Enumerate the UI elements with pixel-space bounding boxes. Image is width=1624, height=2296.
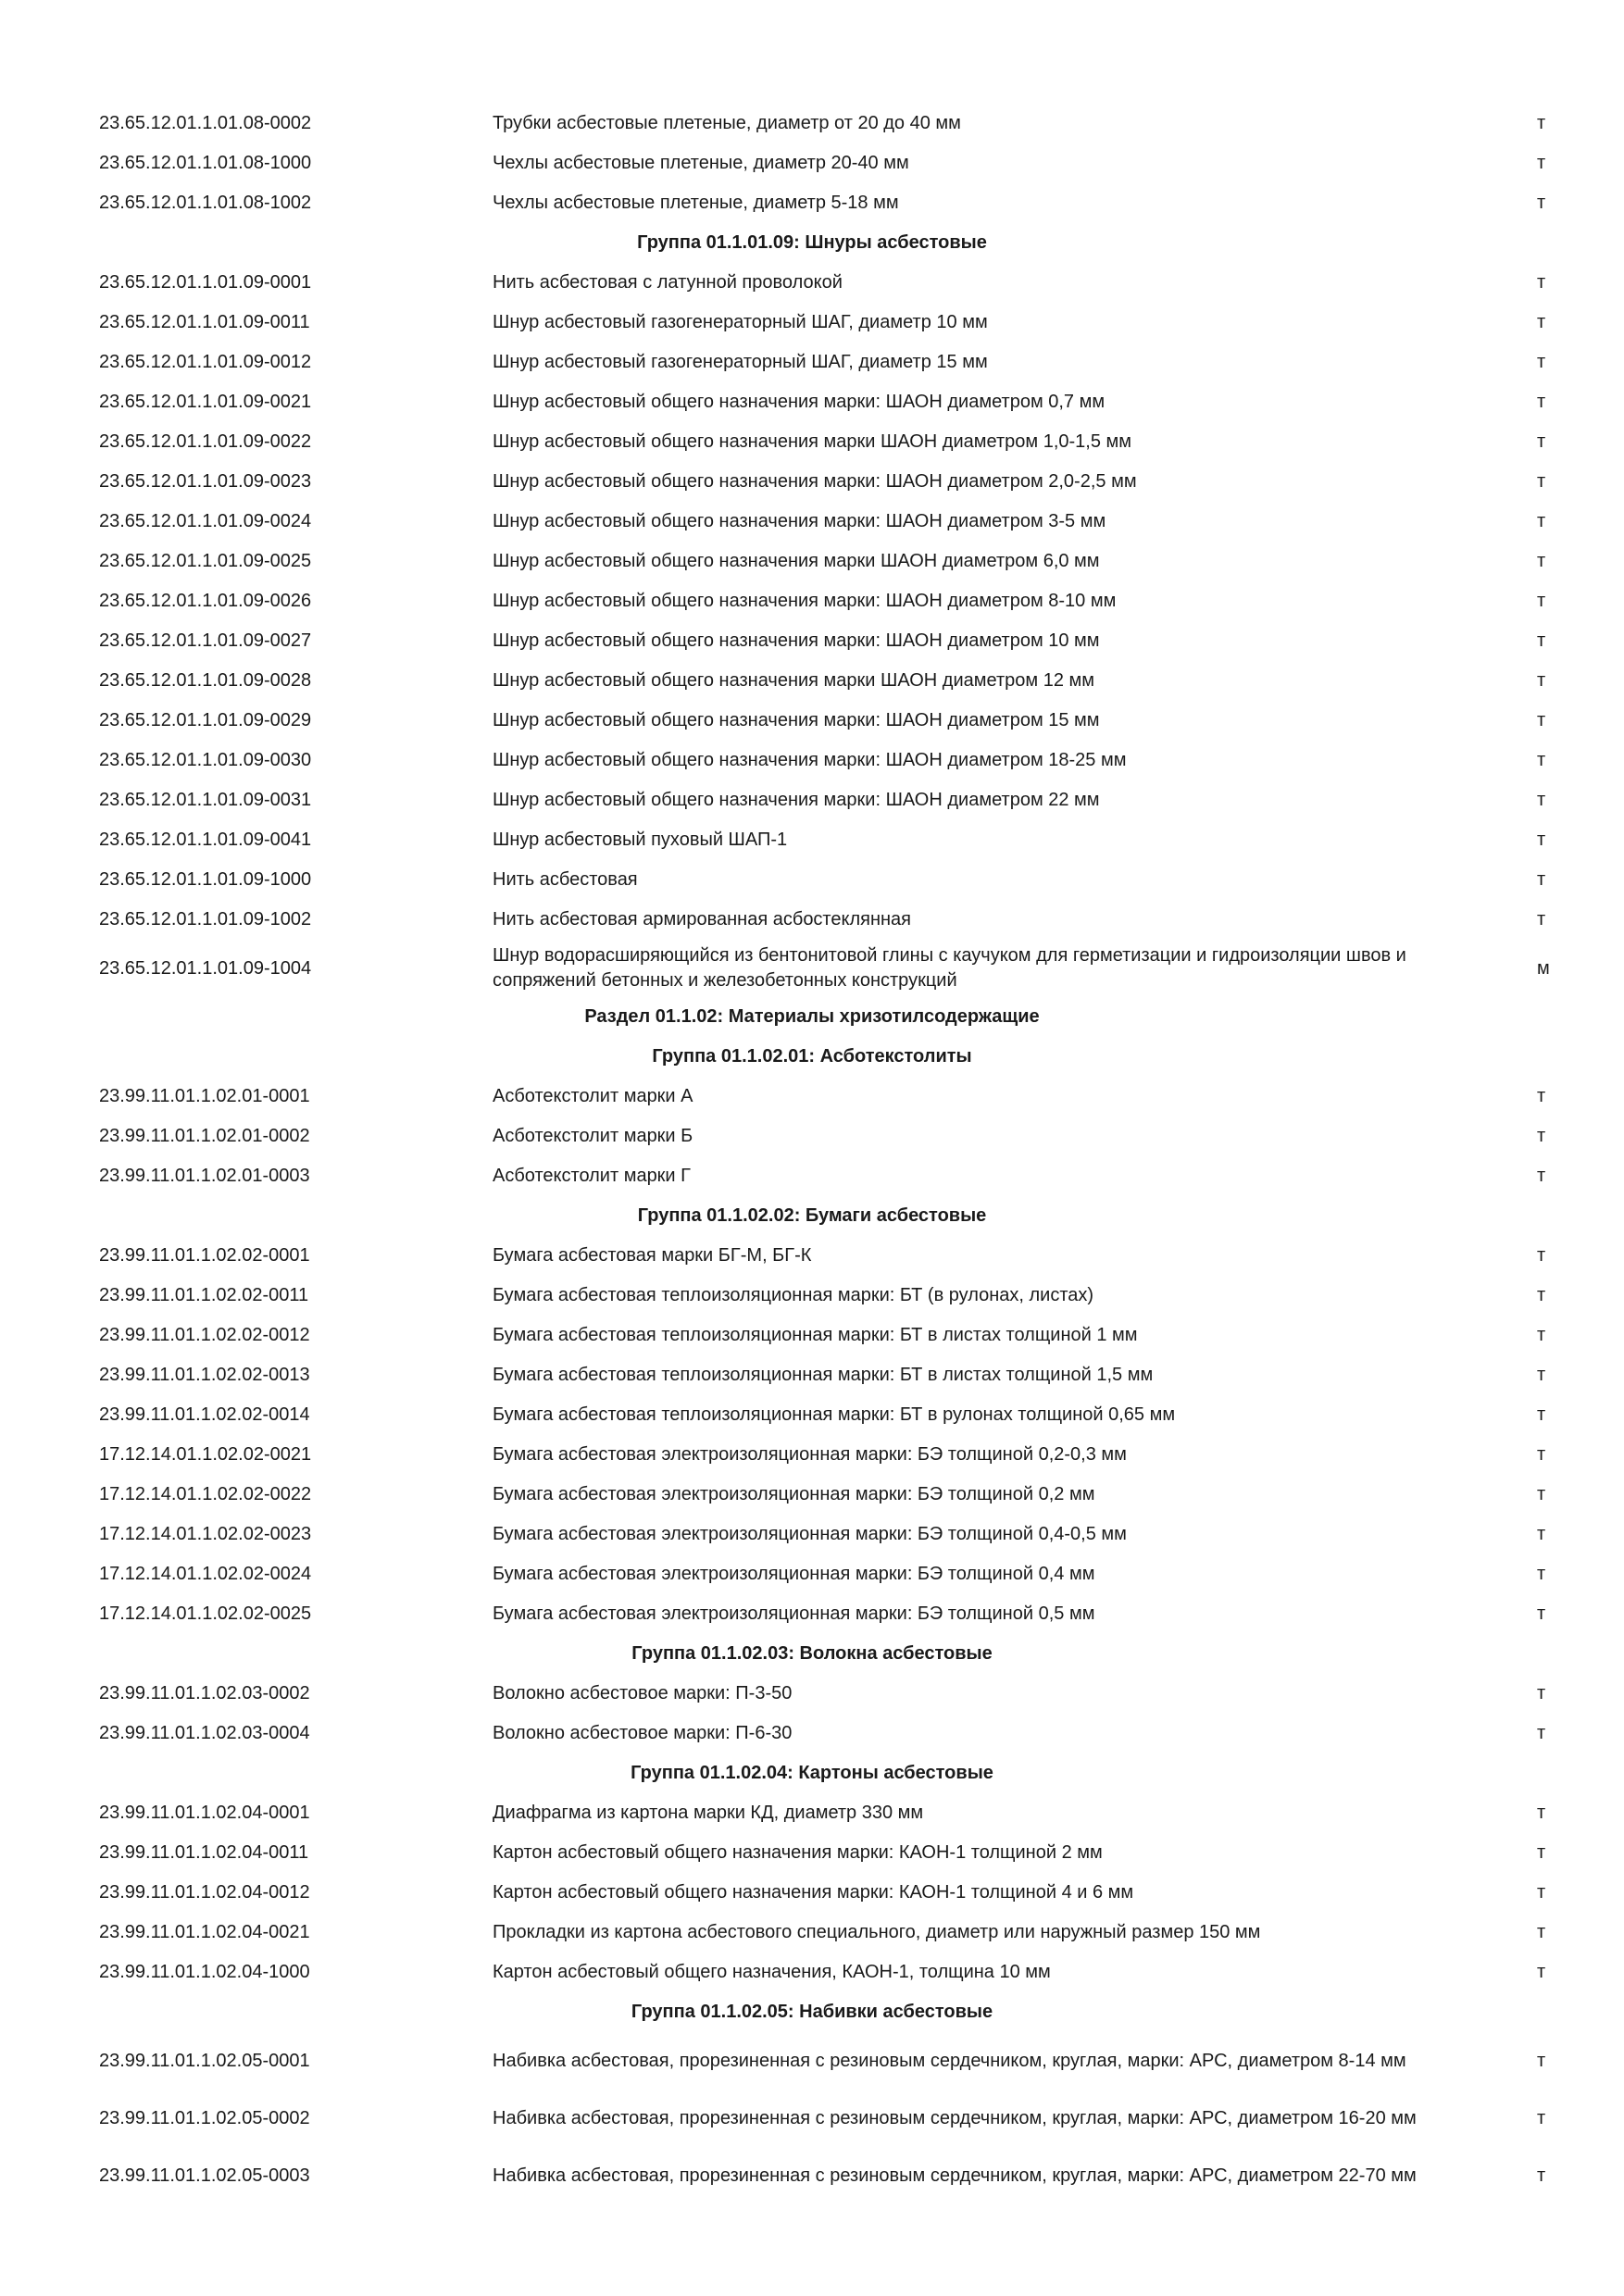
unit-of-measure: т xyxy=(1537,1444,1546,1465)
material-name: Шнур асбестовый газогенераторный ШАГ, диаметр 10 мм xyxy=(493,312,988,332)
material-name: Нить асбестовая с латунной проволокой xyxy=(493,272,843,293)
unit-of-measure: т xyxy=(1537,1723,1546,1743)
material-code: 23.65.12.01.1.01.09-0024 xyxy=(99,511,312,531)
material-name: Чехлы асбестовые плетеные, диаметр 20-40 мм xyxy=(493,153,909,173)
material-name: Бумага асбестовая электроизоляционная марки: БЭ толщиной 0,4-0,5 мм xyxy=(493,1524,1127,1544)
unit-of-measure: т xyxy=(1537,1325,1546,1345)
table-row xyxy=(0,1554,1624,1594)
table-row xyxy=(0,621,1624,661)
material-code: 23.99.11.01.1.02.01-0003 xyxy=(99,1166,310,1186)
table-row xyxy=(0,343,1624,382)
table-row xyxy=(0,542,1624,581)
group-header: Группа 01.1.01.09: Шнуры асбестовые xyxy=(637,232,987,253)
material-code: 23.65.12.01.1.01.09-0012 xyxy=(99,352,312,372)
unit-of-measure: т xyxy=(1537,1285,1546,1305)
table-row xyxy=(0,820,1624,860)
material-code: 23.65.12.01.1.01.09-0011 xyxy=(99,312,310,332)
price-list-table xyxy=(0,104,1624,2204)
material-code: 23.65.12.01.1.01.09-0021 xyxy=(99,392,312,412)
material-code: 23.99.11.01.1.02.04-0001 xyxy=(99,1803,310,1823)
unit-of-measure: т xyxy=(1537,830,1546,850)
material-name: Бумага асбестовая электроизоляционная марки: БЭ толщиной 0,2 мм xyxy=(493,1484,1095,1504)
table-row xyxy=(0,900,1624,940)
material-code: 23.99.11.01.1.02.03-0004 xyxy=(99,1723,310,1743)
table-row xyxy=(0,1236,1624,1276)
material-code: 23.99.11.01.1.02.02-0001 xyxy=(99,1245,310,1266)
unit-of-measure: т xyxy=(1537,153,1546,173)
material-name: Шнур водорасширяющийся из бентонитовой глины с каучуком для герметизации и гидроизоляции швов и сопряжений бетонных и железобетонных конструкций xyxy=(493,945,1406,991)
material-code: 23.65.12.01.1.01.09-0023 xyxy=(99,471,312,492)
material-name: Картон асбестовый общего назначения марки: КАОН-1 толщиной 4 и 6 мм xyxy=(493,1882,1134,1903)
unit-of-measure: т xyxy=(1537,1922,1546,1942)
material-name: Бумага асбестовая теплоизоляционная марки: БТ в листах толщиной 1,5 мм xyxy=(493,1365,1154,1385)
table-row xyxy=(0,2090,1624,2147)
table-row xyxy=(0,2032,1624,2090)
table-row xyxy=(0,104,1624,144)
material-name: Шнур асбестовый общего назначения марки: ШАОН диаметром 18-25 мм xyxy=(493,750,1127,770)
material-code: 23.99.11.01.1.02.02-0013 xyxy=(99,1365,310,1385)
group-header: Группа 01.1.02.01: Асботекстолиты xyxy=(652,1046,972,1067)
material-code: 17.12.14.01.1.02.02-0021 xyxy=(99,1444,312,1465)
material-name: Волокно асбестовое марки: П-3-50 xyxy=(493,1683,793,1703)
material-name: Шнур асбестовый общего назначения марки ШАОН диаметром 1,0-1,5 мм xyxy=(493,431,1132,452)
table-row xyxy=(0,1395,1624,1435)
material-code: 23.65.12.01.1.01.09-0031 xyxy=(99,790,312,810)
material-code: 23.65.12.01.1.01.09-0026 xyxy=(99,591,312,611)
table-row xyxy=(0,502,1624,542)
unit-of-measure: т xyxy=(1537,1803,1546,1823)
table-row xyxy=(0,1873,1624,1913)
material-name: Шнур асбестовый общего назначения марки: ШАОН диаметром 10 мм xyxy=(493,630,1100,651)
unit-of-measure: т xyxy=(1537,1126,1546,1146)
material-code: 23.99.11.01.1.02.04-0011 xyxy=(99,1842,309,1863)
material-code: 23.99.11.01.1.02.04-0012 xyxy=(99,1882,310,1903)
material-name: Асботекстолит марки А xyxy=(493,1086,693,1106)
table-row xyxy=(0,1276,1624,1316)
material-code: 17.12.14.01.1.02.02-0024 xyxy=(99,1564,312,1584)
table-row xyxy=(0,701,1624,741)
material-code: 23.65.12.01.1.01.09-0027 xyxy=(99,630,312,651)
material-code: 17.12.14.01.1.02.02-0022 xyxy=(99,1484,312,1504)
table-row xyxy=(0,741,1624,780)
material-name: Набивка асбестовая, прорезиненная с резиновым сердечником, круглая, марки: АРС, диаметром 16-20 мм xyxy=(493,2107,1417,2128)
table-row xyxy=(0,1077,1624,1117)
material-name: Шнур асбестовый газогенераторный ШАГ, диаметр 15 мм xyxy=(493,352,988,372)
unit-of-measure: т xyxy=(1537,1962,1546,1982)
group-header: Группа 01.1.02.05: Набивки асбестовые xyxy=(631,2002,993,2022)
group-header: Раздел 01.1.02: Материалы хризотилсодержащие xyxy=(584,1006,1040,1027)
table-row xyxy=(0,860,1624,900)
material-name: Шнур асбестовый общего назначения марки: ШАОН диаметром 2,0-2,5 мм xyxy=(493,471,1137,492)
table-row xyxy=(0,183,1624,223)
material-name: Бумага асбестовая теплоизоляционная марки: БТ в листах толщиной 1 мм xyxy=(493,1325,1138,1345)
material-code: 23.99.11.01.1.02.02-0011 xyxy=(99,1285,309,1305)
material-code: 17.12.14.01.1.02.02-0023 xyxy=(99,1524,312,1544)
material-code: 23.65.12.01.1.01.08-1000 xyxy=(99,153,312,173)
table-row xyxy=(0,1913,1624,1953)
material-code: 23.65.12.01.1.01.08-1002 xyxy=(99,193,312,213)
material-name: Шнур асбестовый общего назначения марки ШАОН диаметром 6,0 мм xyxy=(493,551,1100,571)
material-name: Бумага асбестовая электроизоляционная марки: БЭ толщиной 0,4 мм xyxy=(493,1564,1095,1584)
unit-of-measure: т xyxy=(1537,909,1546,930)
table-row xyxy=(0,1515,1624,1554)
table-row xyxy=(0,144,1624,183)
unit-of-measure: т xyxy=(1537,352,1546,372)
unit-of-measure: т xyxy=(1537,591,1546,611)
group-header: Группа 01.1.02.02: Бумаги асбестовые xyxy=(637,1205,987,1226)
material-code: 23.99.11.01.1.02.05-0001 xyxy=(99,2050,310,2071)
unit-of-measure: т xyxy=(1537,1245,1546,1266)
group-header: Группа 01.1.02.03: Волокна асбестовые xyxy=(631,1643,993,1664)
material-code: 23.99.11.01.1.02.03-0002 xyxy=(99,1683,310,1703)
table-row xyxy=(0,1316,1624,1355)
table-row xyxy=(0,382,1624,422)
material-name: Диафрагма из картона марки КД, диаметр 330 мм xyxy=(493,1803,924,1823)
unit-of-measure: т xyxy=(1537,312,1546,332)
material-name: Шнур асбестовый общего назначения марки: ШАОН диаметром 0,7 мм xyxy=(493,392,1106,412)
table-row xyxy=(0,1156,1624,1196)
material-name: Чехлы асбестовые плетеные, диаметр 5-18 мм xyxy=(493,193,899,213)
unit-of-measure: т xyxy=(1537,1842,1546,1863)
table-row xyxy=(0,1594,1624,1634)
unit-of-measure: т xyxy=(1537,2050,1546,2071)
unit-of-measure: т xyxy=(1537,1882,1546,1903)
material-code: 23.65.12.01.1.01.09-0001 xyxy=(99,272,312,293)
material-name: Трубки асбестовые плетеные, диаметр от 20 до 40 мм xyxy=(493,113,961,133)
unit-of-measure: т xyxy=(1537,1166,1546,1186)
unit-of-measure: т xyxy=(1537,113,1546,133)
material-code: 23.99.11.01.1.02.01-0001 xyxy=(99,1086,310,1106)
material-code: 23.65.12.01.1.01.09-0030 xyxy=(99,750,312,770)
material-name: Набивка асбестовая, прорезиненная с резиновым сердечником, круглая, марки: АРС, диаметром 8-14 мм xyxy=(493,2050,1406,2071)
table-row xyxy=(0,1117,1624,1156)
material-code: 23.65.12.01.1.01.08-0002 xyxy=(99,113,312,133)
material-name: Нить асбестовая xyxy=(493,869,638,890)
unit-of-measure: т xyxy=(1537,1404,1546,1425)
material-code: 17.12.14.01.1.02.02-0025 xyxy=(99,1603,312,1624)
unit-of-measure: т xyxy=(1537,1524,1546,1544)
material-name: Бумага асбестовая марки БГ-М, БГ-К xyxy=(493,1245,812,1266)
material-code: 23.99.11.01.1.02.05-0002 xyxy=(99,2107,310,2128)
material-code: 23.99.11.01.1.02.05-0003 xyxy=(99,2165,310,2186)
material-code: 23.65.12.01.1.01.09-1002 xyxy=(99,909,312,930)
material-name: Бумага асбестовая теплоизоляционная марки: БТ (в рулонах, листах) xyxy=(493,1285,1094,1305)
material-name: Картон асбестовый общего назначения марки: КАОН-1 толщиной 2 мм xyxy=(493,1842,1103,1863)
table-row xyxy=(0,581,1624,621)
unit-of-measure: т xyxy=(1537,1484,1546,1504)
unit-of-measure: т xyxy=(1537,471,1546,492)
table-row xyxy=(0,940,1624,997)
material-code: 23.99.11.01.1.02.01-0002 xyxy=(99,1126,310,1146)
material-name: Асботекстолит марки Г xyxy=(493,1166,691,1186)
unit-of-measure: т xyxy=(1537,1086,1546,1106)
unit-of-measure: т xyxy=(1537,710,1546,730)
unit-of-measure: т xyxy=(1537,630,1546,651)
table-row xyxy=(0,780,1624,820)
unit-of-measure: т xyxy=(1537,1564,1546,1584)
unit-of-measure: т xyxy=(1537,1365,1546,1385)
material-name: Асботекстолит марки Б xyxy=(493,1126,693,1146)
table-row xyxy=(0,1355,1624,1395)
unit-of-measure: т xyxy=(1537,511,1546,531)
table-row xyxy=(0,303,1624,343)
material-name: Нить асбестовая армированная асбостеклянная xyxy=(493,909,912,930)
material-code: 23.65.12.01.1.01.09-0041 xyxy=(99,830,312,850)
table-row xyxy=(0,263,1624,303)
material-code: 23.65.12.01.1.01.09-1004 xyxy=(99,957,312,979)
unit-of-measure: т xyxy=(1537,1603,1546,1624)
table-row xyxy=(0,1475,1624,1515)
unit-of-measure: т xyxy=(1537,2165,1546,2186)
unit-of-measure: т xyxy=(1537,392,1546,412)
material-name: Картон асбестовый общего назначения, КАОН-1, толщина 10 мм xyxy=(493,1962,1051,1982)
material-name: Шнур асбестовый общего назначения марки: ШАОН диаметром 8-10 мм xyxy=(493,591,1117,611)
material-code: 23.99.11.01.1.02.02-0014 xyxy=(99,1404,310,1425)
table-row xyxy=(0,2147,1624,2204)
material-name: Шнур асбестовый общего назначения марки: ШАОН диаметром 3-5 мм xyxy=(493,511,1106,531)
material-name: Шнур асбестовый общего назначения марки ШАОН диаметром 12 мм xyxy=(493,670,1094,691)
unit-of-measure: т xyxy=(1537,551,1546,571)
material-code: 23.99.11.01.1.02.04-0021 xyxy=(99,1922,310,1942)
table-row xyxy=(0,1714,1624,1753)
unit-of-measure: т xyxy=(1537,272,1546,293)
unit-of-measure: т xyxy=(1537,431,1546,452)
table-row xyxy=(0,1953,1624,1992)
material-name: Шнур асбестовый пуховый ШАП-1 xyxy=(493,830,788,850)
table-row xyxy=(0,1674,1624,1714)
table-row xyxy=(0,661,1624,701)
material-code: 23.65.12.01.1.01.09-0025 xyxy=(99,551,312,571)
table-row xyxy=(0,1833,1624,1873)
unit-of-measure: т xyxy=(1537,1683,1546,1703)
unit-of-measure: м xyxy=(1537,957,1550,979)
material-name: Прокладки из картона асбестового специального, диаметр или наружный размер 150 мм xyxy=(493,1922,1261,1942)
unit-of-measure: т xyxy=(1537,670,1546,691)
material-code: 23.65.12.01.1.01.09-1000 xyxy=(99,869,312,890)
material-code: 23.99.11.01.1.02.04-1000 xyxy=(99,1962,310,1982)
table-row xyxy=(0,422,1624,462)
table-row xyxy=(0,462,1624,502)
material-code: 23.99.11.01.1.02.02-0012 xyxy=(99,1325,310,1345)
unit-of-measure: т xyxy=(1537,2107,1546,2128)
material-name: Бумага асбестовая теплоизоляционная марки: БТ в рулонах толщиной 0,65 мм xyxy=(493,1404,1176,1425)
material-code: 23.65.12.01.1.01.09-0029 xyxy=(99,710,312,730)
material-name: Набивка асбестовая, прорезиненная с резиновым сердечником, круглая, марки: АРС, диаметром 22-70 мм xyxy=(493,2165,1417,2186)
material-name: Шнур асбестовый общего назначения марки: ШАОН диаметром 22 мм xyxy=(493,790,1100,810)
material-name: Шнур асбестовый общего назначения марки: ШАОН диаметром 15 мм xyxy=(493,710,1100,730)
material-code: 23.65.12.01.1.01.09-0028 xyxy=(99,670,312,691)
table-row xyxy=(0,1435,1624,1475)
table-row xyxy=(0,1793,1624,1833)
material-code: 23.65.12.01.1.01.09-0022 xyxy=(99,431,312,452)
group-header: Группа 01.1.02.04: Картоны асбестовые xyxy=(631,1763,993,1783)
unit-of-measure: т xyxy=(1537,750,1546,770)
unit-of-measure: т xyxy=(1537,193,1546,213)
material-name: Бумага асбестовая электроизоляционная марки: БЭ толщиной 0,5 мм xyxy=(493,1603,1095,1624)
material-name: Бумага асбестовая электроизоляционная марки: БЭ толщиной 0,2-0,3 мм xyxy=(493,1444,1127,1465)
unit-of-measure: т xyxy=(1537,869,1546,890)
unit-of-measure: т xyxy=(1537,790,1546,810)
material-name: Волокно асбестовое марки: П-6-30 xyxy=(493,1723,793,1743)
